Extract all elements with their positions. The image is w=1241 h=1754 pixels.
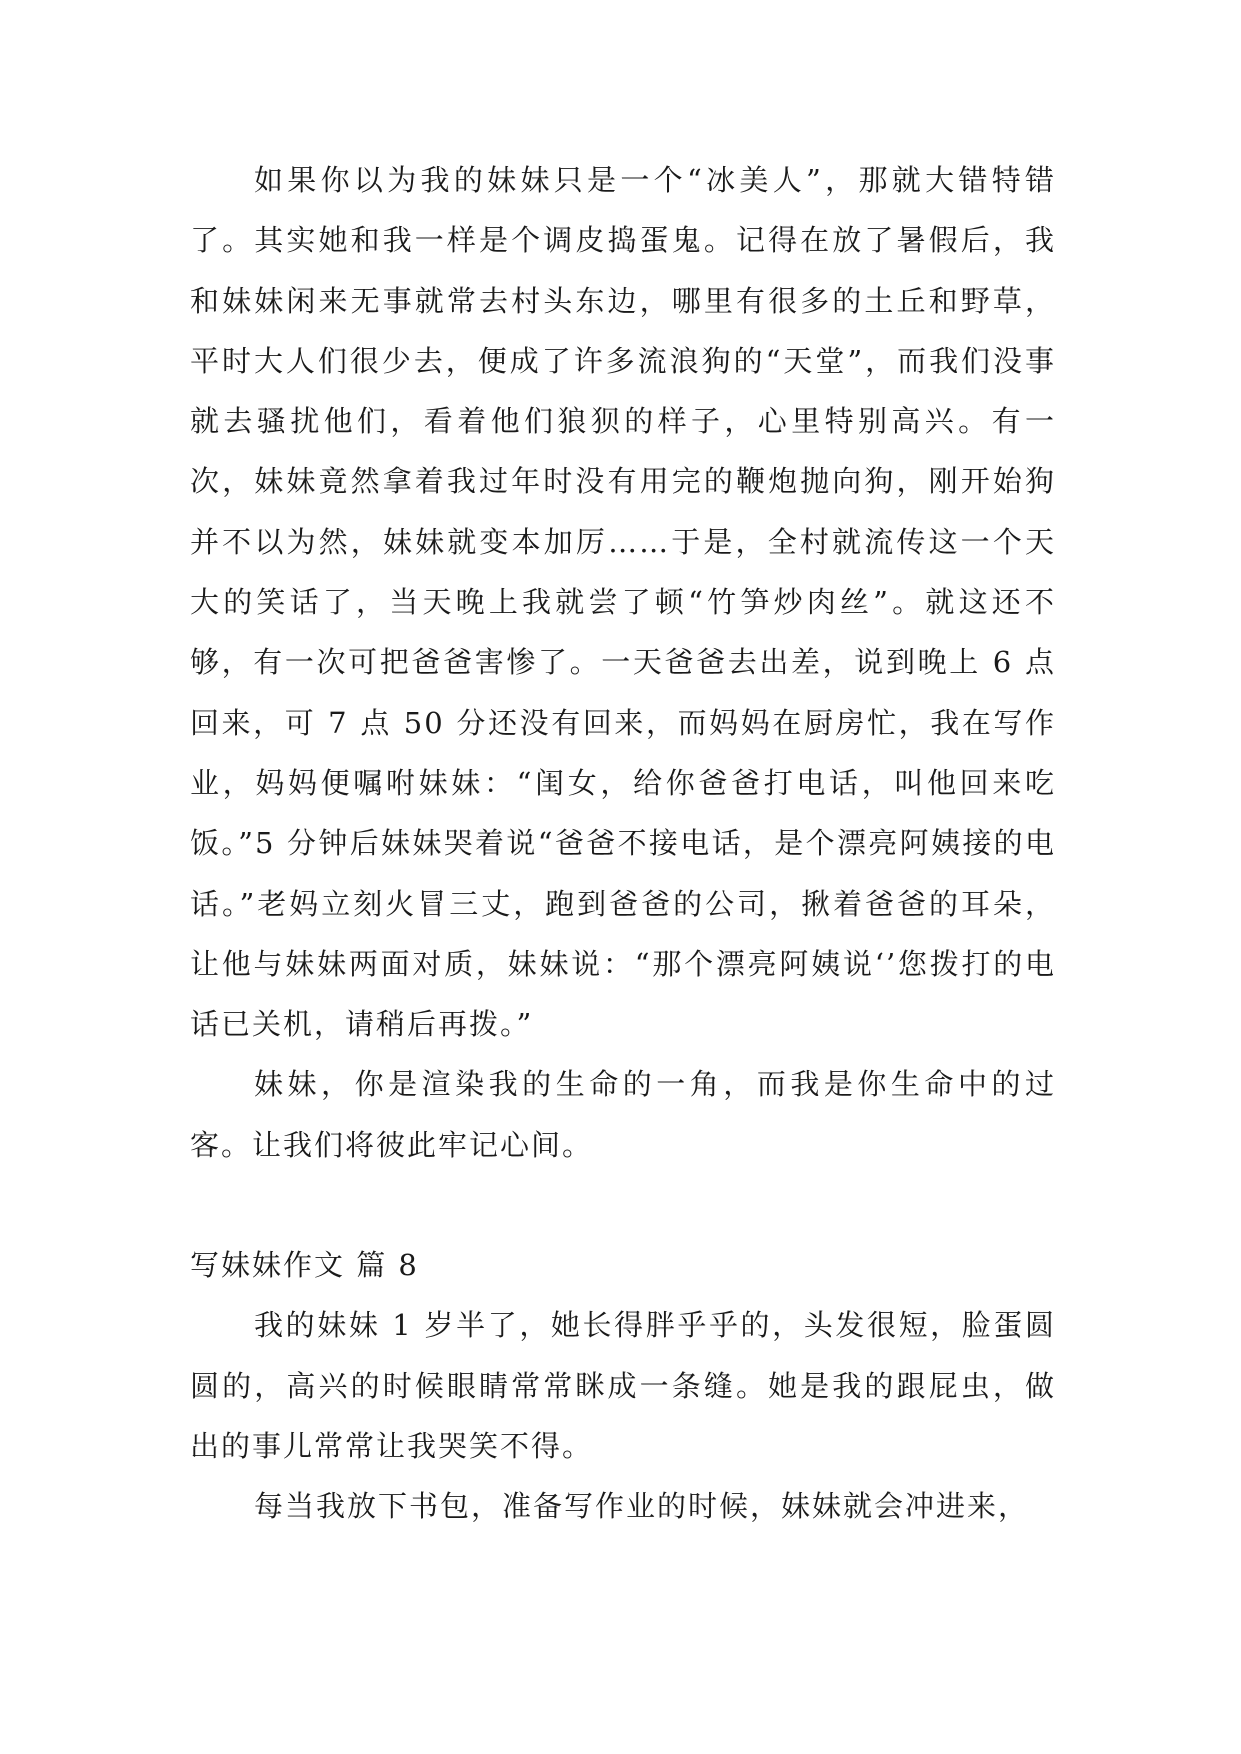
paragraph-homework: 每当我放下书包，准备写作业的时候，妹妹就会冲进来，: [254, 1489, 1030, 1524]
paragraph-sister-intro: 我的妹妹 1 岁半了，她长得胖乎乎的，头发很短，脸蛋圆圆的，高兴的时候眼睛常常眯成一条缝。她是我的跟屁虫，做出的事儿常常让我哭笑不得。: [190, 1308, 1056, 1463]
section-spacer: [190, 1175, 1056, 1235]
paragraph-younger-sister-story: 如果你以为我的妹妹只是一个“冰美人”，那就大错特错了。其实她和我一样是个调皮捣蛋鬼。记得在放了暑假后，我和妹妹闲来无事就常去村头东边，哪里有很多的土丘和野草，平时大人们很少去，便成了许多流浪狗的“天堂”，而我们没事就去骚扰他们，看着他们狼狈的样子，心里特别高兴。有一次，妹妹竟然拿着我过年时没有用完的鞭炮抛向狗，刚开始狗并不以为然，妹妹就变本加厉……于是，全村就流传这一个天大的笑话了，当天晚上我就尝了顿“竹笋炒肉丝”。就这还不够，有一次可把爸爸害惨了。一天爸爸去出差，说到晚上 6 点回来，可 7 点 50 分还没有回来，而妈妈在厨房忙，我在写作业，妈妈便嘱咐妹妹：“闺女，给你爸爸打电话，叫他回来吃饭。”5 分钟后妹妹哭着说“爸爸不接电话，是个漂亮阿姨接的电话。”老妈立刻火冒三丈，跑到爸爸的公司，揪着爸爸的耳朵，让他与妹妹两面对质，妹妹说：“那个漂亮阿姨说‘’您拨打的电话已关机，请稍后再拨。”: [190, 163, 1056, 1042]
document-page: [190, 150, 1056, 1537]
paragraph-closing: 妹妹，你是渲染我的生命的一角，而我是你生命中的过客。让我们将彼此牢记心间。: [190, 1067, 1056, 1162]
section-heading: 写妹妹作文 篇 8: [190, 1248, 419, 1283]
